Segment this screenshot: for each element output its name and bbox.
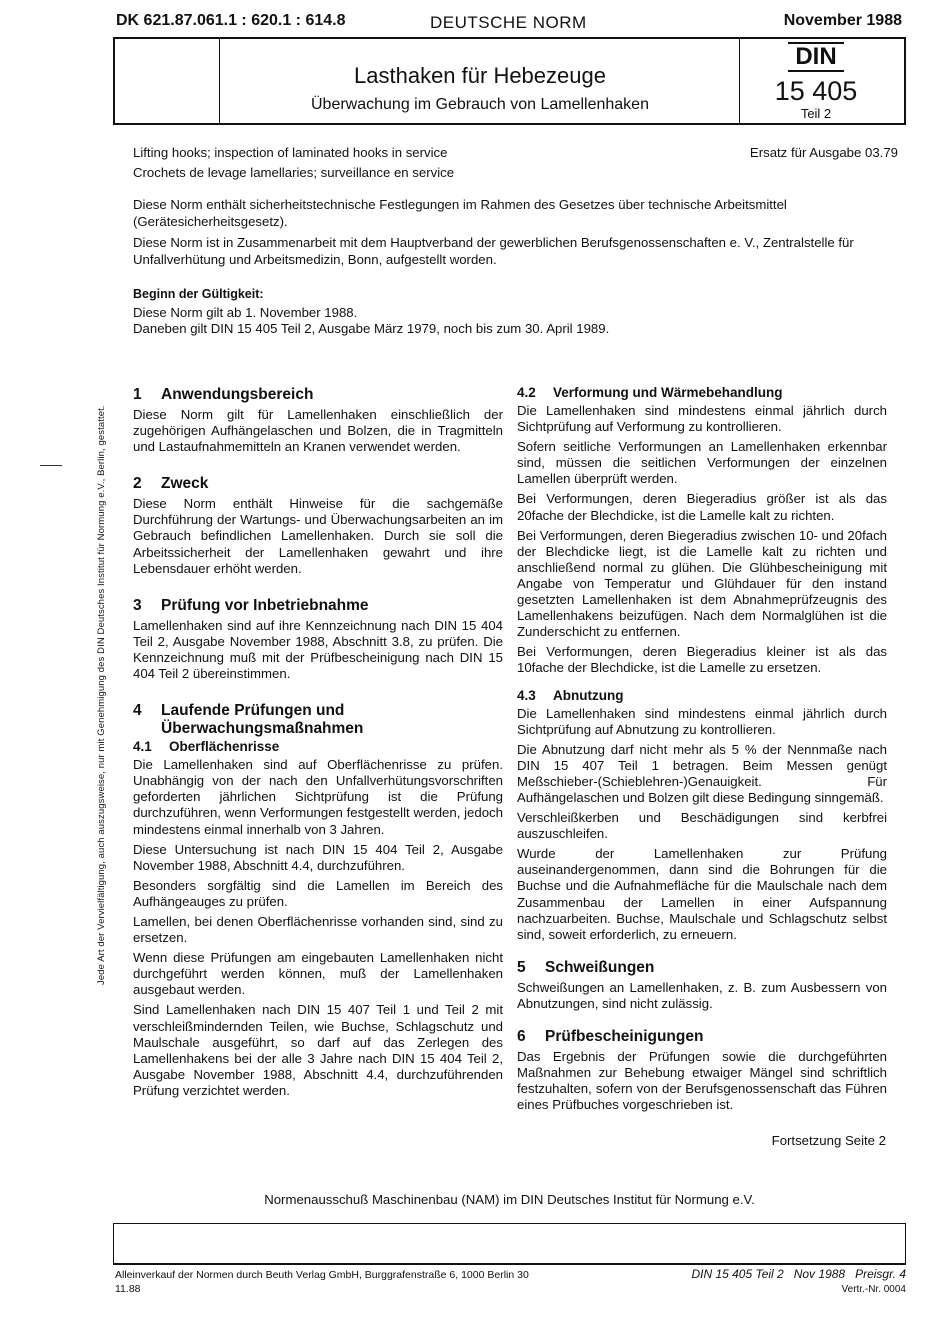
right-column xyxy=(517,384,887,1117)
section-4-1-text-4: Lamellen, bei denen Oberflächenrisse vorhanden sind, sind zu ersetzen. xyxy=(133,913,503,946)
section-4-1-text-5: Wenn diese Prüfungen am eingebauten Lamellenhaken nicht durchgeführt werden können, muß der Lamellenhaken ausgebaut werden. xyxy=(133,950,503,998)
section-4-1-heading: 4.1 Oberflächenrisse xyxy=(133,739,280,755)
reproduction-note: Jede Art der Vervielfältigung, auch auszugsweise, nur mit Genehmigung des DIN Deutsches Institut für Normung e.V., Berlin, gestattet. xyxy=(96,405,107,985)
section-4-1-text-1: Die Lamellenhaken sind auf Oberflächenrisse zu prüfen. Unabhängig von der nach den Unfallverhütungsvorschriften geforderten jährlichen Sichtprüfung ist die Prüfung durchzuführen, wenn Verformungen festgestellt werden, jedoch mindestens einmal innerhalb von 3 Jahren. xyxy=(133,757,503,837)
title-english: Lifting hooks; inspection of laminated hooks in service xyxy=(133,145,448,160)
section-4-3-text-1: Die Lamellenhaken sind mindestens einmal jährlich durch Sichtprüfung auf Abnutzung zu kontrollieren. xyxy=(517,705,887,737)
section-4-2-heading: 4.2 Verformung und Wärmebehandlung xyxy=(517,385,783,400)
margin-mark xyxy=(40,465,62,466)
section-5-text: Schweißungen an Lamellenhaken, z. B. zum Ausbessern von Abnutzungen, sind nicht zulässig. xyxy=(517,979,887,1011)
section-2-text: Diese Norm enthält Hinweise für die sachgemäße Durchführung der Wartungs- und Überwachungsarbeiten an im Gebrauch befindlichen Lamellenhaken. Durch sie soll die Arbeitssicherheit der Lamellenhaken gewahrt und ihre Lebensdauer erhöht werden. xyxy=(133,496,503,576)
issue-date: November 1988 xyxy=(783,12,902,29)
left-column xyxy=(133,386,503,1103)
din-part: Teil 2 xyxy=(800,106,832,121)
continuation-note: Fortsetzung Seite 2 xyxy=(771,1133,886,1148)
intro-paragraph-2: Diese Norm ist in Zusammenarbeit mit dem Hauptverband der gewerblichen Berufsgenossenschaften e. V., Zentralstelle für Unfallverhütung und Arbeitsmedizin, Bonn, aufgestellt worden. xyxy=(133,235,854,267)
section-4-1-text-2: Diese Untersuchung ist nach DIN 15 404 Teil 2, Ausgabe November 1988, Abschnitt 4.4, durchzuführen. xyxy=(133,841,503,873)
replaces-edition: Ersatz für Ausgabe 03.79 xyxy=(749,145,898,160)
section-4-3-text-3: Verschleißkerben und Beschädigungen sind kerbfrei auszuschleifen. xyxy=(517,810,887,842)
validity-heading: Beginn der Gültigkeit: xyxy=(133,287,264,301)
validity-line-1: Diese Norm gilt ab 1. November 1988. xyxy=(133,305,358,320)
section-4-3-heading: 4.3 Abnutzung xyxy=(517,687,624,703)
bottom-box xyxy=(113,1223,906,1265)
section-5-heading: 5 Schweißungen xyxy=(517,958,655,976)
dk-classification: DK 621.87.061.1 : 620.1 : 614.8 xyxy=(116,12,346,29)
section-6-text: Das Ergebnis der Prüfungen sowie die durchgeführten Maßnahmen zur Behebung etwaiger Mängel sind schriftlich festzuhalten, sofern von der Berufsgenossenschaft das Führen eines Prüfbuches vorgeschrieben ist. xyxy=(517,1049,887,1113)
section-2-heading: 2 Zweck xyxy=(133,475,209,493)
section-4-2-text-1: Die Lamellenhaken sind mindestens einmal jährlich durch Sichtprüfung auf Verformung zu kontrollieren. xyxy=(517,403,887,435)
footer-edition: 11.88 xyxy=(115,1283,141,1295)
section-4-2-text-5: Bei Verformungen, deren Biegeradius kleiner ist als das 10fache der Blechdicke, ist die Lamelle zu ersetzen. xyxy=(517,644,887,676)
document-subtitle: Überwachung im Gebrauch von Lamellenhaken xyxy=(311,96,649,113)
section-4-3-text-2: Die Abnutzung darf nicht mehr als 5 % der Nennmaße nach DIN 15 407 Teil 1 betragen. Beim Messen genügt Meßschieber-(Schieblehren-)Genauigkeit. Für Aufhängelaschen und Bolzen gilt diese Bedingung sinngemäß. xyxy=(517,741,887,805)
section-3-text: Lamellenhaken sind auf ihre Kennzeichnung nach DIN 15 404 Teil 2, Ausgabe November 1988, Abschnitt 3.8, zu prüfen. Die Kennzeichnung muß mit der Prüfbescheinigung nach DIN 15 404 Teil 2 übereinstimmen. xyxy=(133,617,503,682)
footer-reference: DIN 15 405 Teil 2 Nov 1988 Preisgr. 4 xyxy=(691,1267,906,1281)
footer-sales xyxy=(115,1268,529,1296)
footer-vertr: Vertr.-Nr. 0004 xyxy=(841,1284,906,1295)
validity-line-2: Daneben gilt DIN 15 405 Teil 2, Ausgabe März 1979, noch bis zum 30. April 1989. xyxy=(133,321,610,336)
section-4-3-text-4: Wurde der Lamellenhaken zur Prüfung auseinandergenommen, dann sind die Bohrungen für die Buchse und die Aufnahmefläche für die Maulschale nach dem Zusammenbau der Lamellen in einer Aufspannung nachzuarbeiten. Buchse, Maulschale und Schlagschutz selbst sind, soweit erforderlich, zu erneuern. xyxy=(517,846,887,942)
din-number: 15 405 xyxy=(774,76,858,106)
section-4-heading: 4 Laufende Prüfungen und Überwachungsmaßnahmen xyxy=(133,702,364,738)
title-french: Crochets de levage lamellaries; surveillance en service xyxy=(133,165,455,180)
din-logo xyxy=(780,42,852,72)
section-4-2-text-4: Bei Verformungen, deren Biegeradius zwischen 10- und 20fach der Blechdicke liegt, ist die Lamelle kalt zu richten und anschließend normal zu glühen. Die Glühbescheinigung mit Angabe von Temperatur und Glühdauer für den instand gesetzten Lamellenhaken ist dem Abnahmeprüfzeugnis des Lamellenhakens beizufügen. Nach dem Normalglühen ist die Zunderschicht zu entfernen. xyxy=(517,527,887,640)
document-title: Lasthaken für Hebezeuge xyxy=(354,63,606,88)
section-4-2-text-2: Sofern seitliche Verformungen an Lamellenhaken erkennbar sind, müssen die seitlichen Verformungen der einzelnen Lamellen überprüft werden. xyxy=(517,439,887,487)
section-3-heading: 3 Prüfung vor Inbetriebnahme xyxy=(133,596,369,614)
section-6-heading: 6 Prüfbescheinigungen xyxy=(517,1028,704,1045)
section-4-1-text-6: Sind Lamellenhaken nach DIN 15 407 Teil 1 und Teil 2 mit verschleißmindernden Teilen, wie Buchse, Schlagschutz und Maulschale ausgeführt, so darf auf das Zerlegen des Lamellenhakens bei der alle 3 Jahre nach DIN 15 404 Teil 2, Ausgabe November 1988, Abschnitt 4.4, durchzuführenden Prüfung verzichtet werden. xyxy=(133,1002,503,1098)
section-1-text: Diese Norm gilt für Lamellenhaken einschließlich der zugehörigen Aufhängelaschen und Bolzen, die in Tragmitteln und Lastaufnahmemitteln an Kranen verwendet werden. xyxy=(133,407,503,455)
din-logo-text: DIN xyxy=(795,43,837,70)
din-logo-bottom-bar xyxy=(788,70,844,72)
committee-line: Normenausschuß Maschinenbau (NAM) im DIN Deutsches Institut für Normung e.V. xyxy=(264,1192,755,1207)
section-4-1-text-3: Besonders sorgfältig sind die Lamellen im Bereich des Aufhängeauges zu prüfen. xyxy=(133,877,503,909)
footer-sales-text: Alleinverkauf der Normen durch Beuth Verlag GmbH, Burggrafenstraße 6, 1000 Berlin 30 xyxy=(115,1269,529,1281)
section-1-heading: 1 Anwendungsbereich xyxy=(133,386,314,403)
intro-paragraph-1: Diese Norm enthält sicherheitstechnische Festlegungen im Rahmen des Gesetzes über technische Arbeitsmittel (Gerätesicherheitsgesetz). xyxy=(133,197,787,229)
section-4-2-text-3: Bei Verformungen, deren Biegeradius größer ist als das 20fache der Blechdicke, ist die Lamelle kalt zu richten. xyxy=(517,491,887,523)
norm-type: DEUTSCHE NORM xyxy=(430,13,587,32)
